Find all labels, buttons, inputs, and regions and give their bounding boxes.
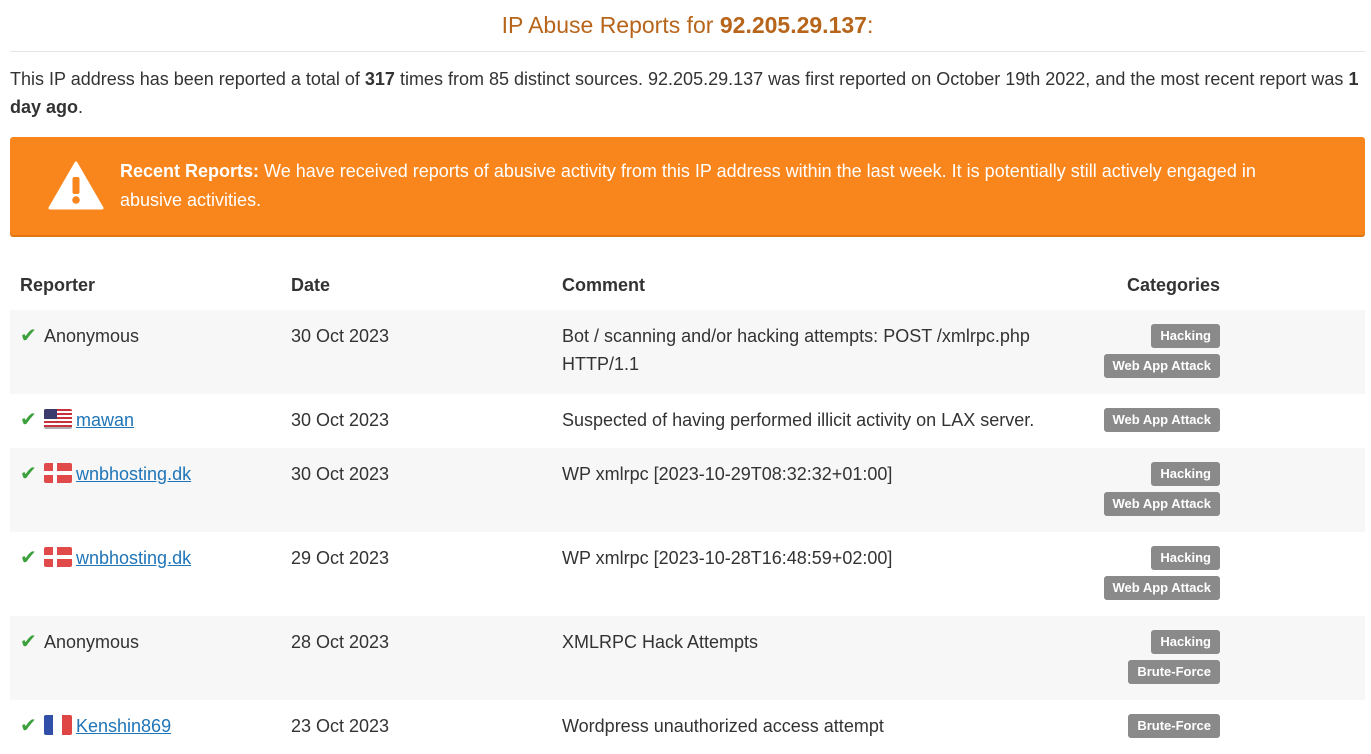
report-count: 317: [364, 69, 395, 89]
reporter-link[interactable]: wnbhosting.dk: [76, 464, 192, 484]
report-comment: XMLRPC Hack Attempts: [552, 616, 1092, 700]
category-badges: [1102, 628, 1220, 688]
recent-report-time: 1 day ago: [10, 69, 1359, 117]
category-badge[interactable]: Hacking: [1151, 462, 1220, 486]
category-badge[interactable]: Web App Attack: [1104, 492, 1220, 516]
fr-flag-icon: [44, 715, 72, 735]
report-comment: Wordpress unauthorized access attempt: [562, 716, 884, 736]
warning-icon: [48, 161, 104, 211]
reporter-cell: [10, 448, 281, 532]
reporter-cell: [10, 310, 281, 394]
recent-reports-alert: [10, 137, 1365, 235]
table-row: [10, 394, 1365, 448]
category-badges: [1102, 322, 1220, 382]
reporter-cell: [10, 700, 281, 754]
category-badge[interactable]: Brute-Force: [1128, 714, 1220, 738]
reporter-cell: [10, 616, 281, 700]
categories-cell: [1092, 394, 1365, 448]
category-badge[interactable]: Hacking: [1151, 324, 1220, 348]
category-badge[interactable]: Brute-Force: [1128, 660, 1220, 684]
table-row: [10, 700, 1365, 754]
categories-cell: [1092, 616, 1365, 700]
column-header-categories: Categories: [1126, 275, 1220, 295]
report-date: 23 Oct 2023: [291, 716, 390, 736]
check-icon: ✔: [20, 463, 37, 485]
category-badges: [1102, 406, 1220, 436]
category-badge[interactable]: Hacking: [1151, 546, 1220, 570]
report-date: 29 Oct 2023: [291, 548, 390, 568]
report-comment: WP xmlrpc [2023-10-28T16:48:59+02:00]: [562, 548, 893, 568]
reports-table: [10, 267, 1365, 754]
page-title: [10, 0, 1365, 52]
column-header-reporter: Reporter: [20, 275, 96, 295]
report-comment: WP xmlrpc [2023-10-29T08:32:32+01:00]: [552, 448, 1092, 532]
alert-text: We have received reports of abusive activity from this IP address within the last week. It is potentially still actively engaged in abusive activities.: [120, 161, 1256, 210]
reporter-name: Anonymous: [44, 632, 140, 652]
alert-heading: Recent Reports:: [120, 161, 260, 181]
check-icon: ✔: [20, 715, 37, 737]
categories-cell: [1092, 700, 1365, 754]
reporter-link[interactable]: wnbhosting.dk: [76, 548, 192, 568]
dk-flag-icon: [44, 547, 72, 567]
reporter-cell: [10, 394, 281, 448]
table-row: [10, 532, 1365, 616]
summary-text-3: .: [78, 97, 84, 117]
report-date: 28 Oct 2023: [281, 616, 552, 700]
category-badges: [1102, 460, 1220, 520]
report-rows: [10, 310, 1365, 754]
check-icon: ✔: [20, 409, 37, 431]
report-date: 30 Oct 2023: [291, 410, 390, 430]
summary-text-1: This IP address has been reported a total of: [10, 69, 365, 89]
title-suffix: :: [866, 12, 874, 38]
table-header-row: [10, 267, 1365, 310]
summary-text-2: times from 85 distinct sources. 92.205.29.137 was first reported on October 19th 2022, and the most recent report was: [394, 69, 1349, 89]
report-date: 30 Oct 2023: [281, 448, 552, 532]
category-badge[interactable]: Web App Attack: [1104, 408, 1220, 432]
column-header-date: Date: [291, 275, 331, 295]
report-summary: [10, 65, 1365, 121]
category-badges: [1102, 712, 1220, 742]
table-row: [10, 616, 1365, 700]
categories-cell: [1092, 532, 1365, 616]
title-prefix: IP Abuse Reports for: [501, 12, 720, 38]
check-icon: ✔: [20, 631, 37, 653]
reporter-link[interactable]: mawan: [76, 410, 135, 430]
category-badge[interactable]: Web App Attack: [1104, 576, 1220, 600]
categories-cell: [1092, 448, 1365, 532]
table-row: [10, 448, 1365, 532]
category-badge[interactable]: Web App Attack: [1104, 354, 1220, 378]
category-badge[interactable]: Hacking: [1151, 630, 1220, 654]
check-icon: ✔: [20, 547, 37, 569]
category-badges: [1102, 544, 1220, 604]
title-ip: 92.205.29.137: [719, 12, 867, 38]
reporter-link[interactable]: Kenshin869: [76, 716, 172, 736]
report-date: 30 Oct 2023: [281, 310, 552, 394]
column-header-comment: Comment: [562, 275, 646, 295]
reporter-cell: [10, 532, 281, 616]
categories-cell: [1092, 310, 1365, 394]
alert-message: [120, 157, 1315, 215]
check-icon: ✔: [20, 325, 37, 347]
report-comment: Bot / scanning and/or hacking attempts: POST /xmlrpc.php HTTP/1.1: [552, 310, 1092, 394]
report-comment: Suspected of having performed illicit activity on LAX server.: [562, 410, 1035, 430]
reporter-name: Anonymous: [44, 326, 140, 346]
dk-flag-icon: [44, 463, 72, 483]
table-row: [10, 310, 1365, 394]
us-flag-icon: [44, 409, 72, 429]
